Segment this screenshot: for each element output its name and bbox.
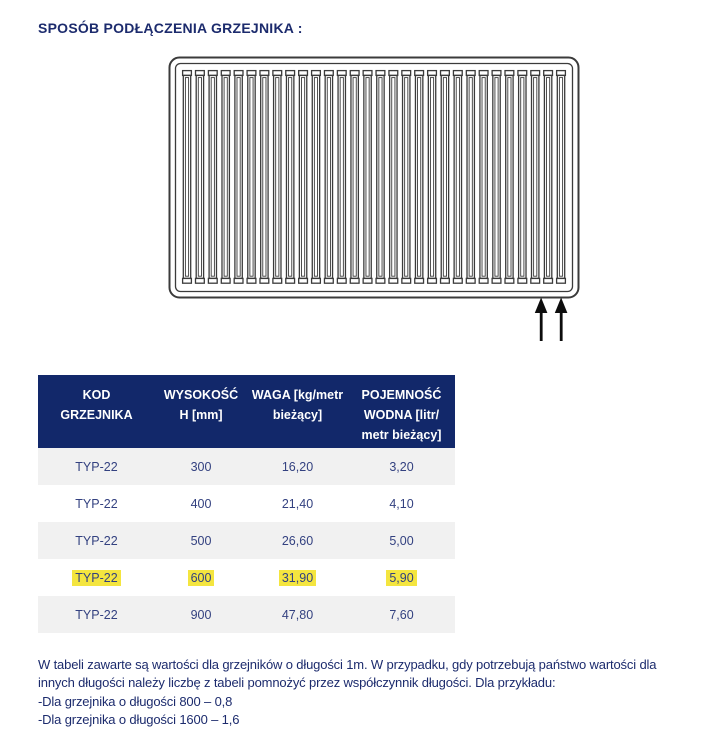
cell-waga: 26,60	[281, 533, 314, 548]
col-header-pojemnosc: POJEMNOŚĆ WODNA [litr/ metr bieżący]	[348, 375, 455, 448]
cell-wysokosc: 600	[155, 559, 247, 596]
cell-waga: 16,20	[281, 459, 314, 474]
cell-wysokosc: 500	[190, 533, 212, 548]
cell-kod: TYP-22	[38, 559, 155, 596]
table-row-highlighted	[38, 559, 455, 596]
cell-pojemnosc: 4,10	[389, 496, 414, 511]
spec-table	[38, 375, 455, 633]
footnote-line: innych długości należy liczbę z tabeli pomnożyć przez współczynnik długości. Dla przykładu:	[38, 675, 556, 691]
radiator-outer-frame	[170, 58, 579, 298]
cell-kod: TYP-22	[75, 607, 118, 622]
table-row	[38, 448, 455, 485]
radiator-drawing	[168, 56, 580, 299]
col-header-waga: WAGA [kg/metr bieżący]	[247, 375, 348, 448]
col-header-kod-grzejnika: KOD GRZEJNIKA	[38, 375, 155, 448]
cell-pojemnosc: 7,60	[389, 607, 414, 622]
table-row	[38, 485, 455, 522]
footnote-line: -Dla grzejnika o długości 1600 – 1,6	[38, 712, 240, 728]
cell-waga: 47,80	[281, 607, 314, 622]
spec-table-header	[38, 375, 455, 448]
cell-waga: 21,40	[281, 496, 314, 511]
footnote-line: W tabeli zawarte są wartości dla grzejników o długości 1m. W przypadku, gdy potrzebują państwo wartości dla	[38, 657, 657, 672]
cell-wysokosc: 400	[190, 496, 212, 511]
up-arrow-icon	[540, 309, 543, 341]
cell-kod: TYP-22	[75, 496, 118, 511]
up-arrow-icon	[535, 298, 548, 314]
connection-arrows-icon	[528, 297, 576, 342]
cell-kod: TYP-22	[75, 459, 118, 474]
cell-wysokosc: 900	[190, 607, 212, 622]
cell-waga: 31,90	[247, 559, 348, 596]
radiator-diagram	[168, 56, 580, 299]
footnote-line: -Dla grzejnika o długości 800 – 0,8	[38, 693, 233, 709]
up-arrow-icon	[560, 309, 563, 341]
cell-kod: TYP-22	[75, 533, 118, 548]
table-row	[38, 522, 455, 559]
cell-pojemnosc: 5,90	[348, 559, 455, 596]
col-header-wysokosc: WYSOKOŚĆ H [mm]	[155, 375, 247, 448]
table-row	[38, 596, 455, 633]
footnote	[38, 656, 708, 730]
page-title: SPOSÓB PODŁĄCZENIA GRZEJNIKA :	[38, 20, 303, 36]
cell-wysokosc: 300	[190, 459, 212, 474]
cell-pojemnosc: 5,00	[389, 533, 414, 548]
cell-pojemnosc: 3,20	[389, 459, 414, 474]
up-arrow-icon	[555, 298, 568, 314]
